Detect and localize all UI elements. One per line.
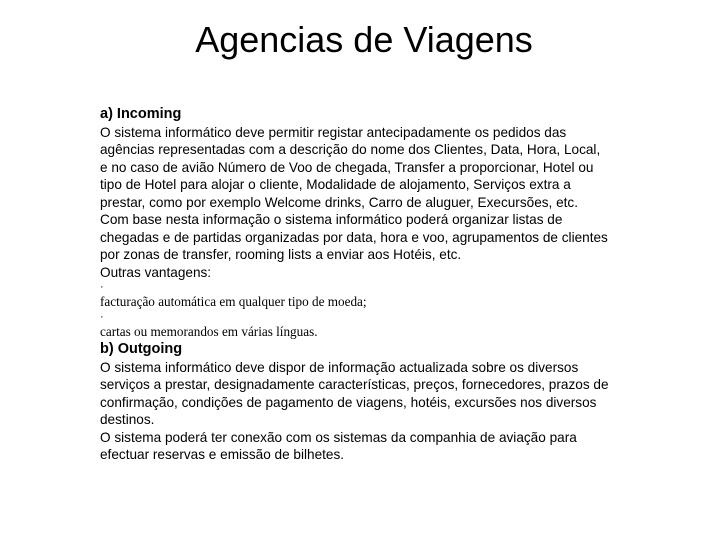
advantage-item: facturação automática em qualquer tipo de moeda; [100, 294, 367, 309]
bullet-dot: · [100, 311, 104, 323]
incoming-line: por zonas de transfer, rooming lists a enviar aos Hotéis, etc. [100, 247, 462, 262]
advantages-label: Outras vantagens: [100, 264, 212, 280]
incoming-line: tipo de Hotel para alojar o cliente, Modalidade de alojamento, Serviços extra a [100, 177, 571, 192]
incoming-line: O sistema informático deve permitir registar antecipadamente os pedidos das [100, 124, 567, 140]
outgoing-line: confirmação, condições de pagamento de viagens, hotéis, excursões nos diversos [100, 394, 597, 410]
incoming-line: agências representadas com a descrição do nome dos Clientes, Data, Hora, Local, [100, 142, 601, 157]
outgoing-line: O sistema informático deve dispor de informação actualizada sobre os diversos [100, 359, 579, 375]
outgoing-line: efectuar reservas e emissão de bilhetes. [100, 447, 345, 462]
outgoing-heading: b) Outgoing [100, 341, 183, 357]
incoming-line: Com base nesta informação o sistema informático poderá organizar listas de [100, 212, 563, 227]
outgoing-line: destinos. [100, 412, 155, 427]
outgoing-line: serviços a prestar, designadamente características, preços, fornecedores, prazos de [100, 377, 609, 392]
incoming-heading: a) Incoming [100, 106, 182, 122]
outgoing-line: O sistema poderá ter conexão com os sistemas da companhia de aviação para [100, 429, 577, 445]
slide-body [100, 106, 660, 464]
incoming-line: prestar, como por exemplo Welcome drinks, Carro de aluguer, Execursões, etc. [100, 194, 579, 210]
incoming-line: chegadas e de partidas organizadas por data, hora e voo, agrupamentos de clientes [100, 229, 608, 245]
bullet-dot: · [100, 281, 104, 293]
incoming-line: e no caso de avião Número de Voo de chegada, Transfer a proporcionar, Hotel ou [100, 159, 594, 175]
advantage-item: cartas ou memorandos em várias línguas. [100, 324, 318, 339]
slide-title: Agencias de Viagens [195, 19, 533, 60]
